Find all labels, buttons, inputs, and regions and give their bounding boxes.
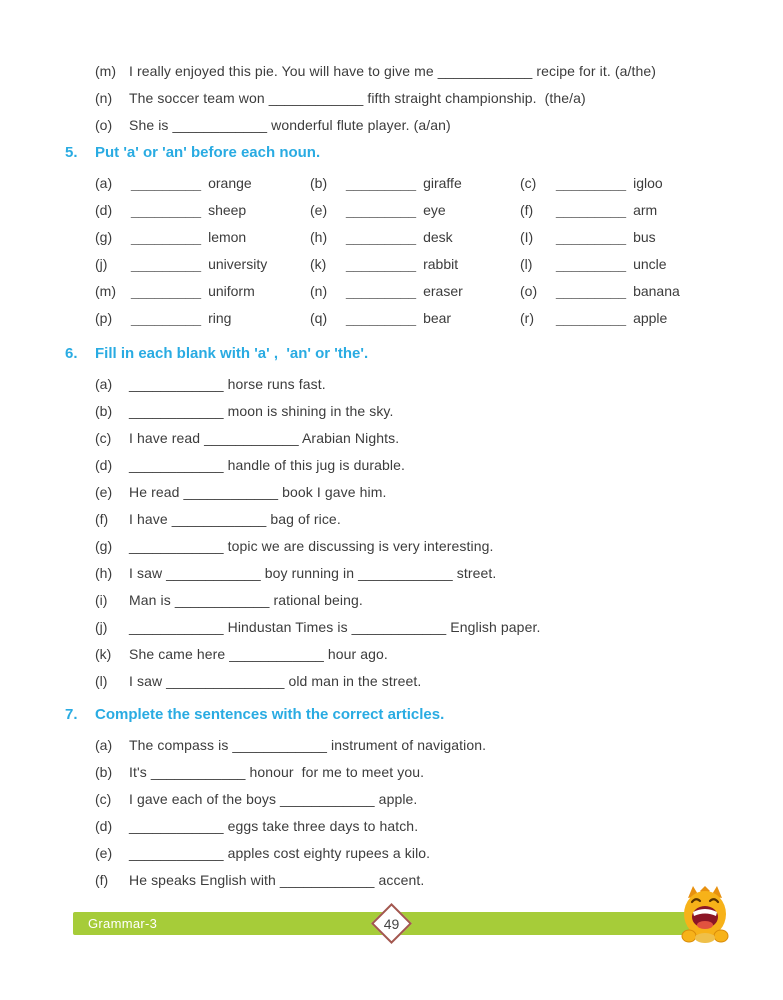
blank-line: _________ <box>556 256 627 272</box>
item-text: ____________ moon is shining in the sky. <box>129 403 394 419</box>
noun-word: desk <box>423 229 453 245</box>
exercise-number: 7. <box>65 706 78 723</box>
item-label: (e) <box>95 484 113 500</box>
noun-word: rabbit <box>423 256 459 272</box>
item-label: (e) <box>310 202 328 218</box>
item-label: (l) <box>95 673 108 689</box>
exercise-number: 5. <box>65 144 78 161</box>
sentence-item <box>95 375 745 394</box>
noun-word: bus <box>633 229 656 245</box>
exercise-number: 6. <box>65 345 78 362</box>
item-label: (c) <box>520 175 537 191</box>
sentence-item <box>95 871 745 890</box>
sentence-item <box>95 89 745 108</box>
sentence-item <box>95 456 745 475</box>
noun-item <box>310 282 520 301</box>
noun-item <box>520 255 745 274</box>
item-label: (g) <box>95 229 113 245</box>
item-text: ____________ handle of this jug is durable. <box>129 457 405 473</box>
noun-word: bear <box>423 310 452 326</box>
item-label: (d) <box>95 457 113 473</box>
item-label: (n) <box>95 90 113 106</box>
item-text: I saw _______________ old man in the street. <box>129 673 422 689</box>
blank-line: _________ <box>556 310 627 326</box>
blank-line: _________ <box>556 175 627 191</box>
noun-word: sheep <box>208 202 247 218</box>
blank-line: _________ <box>556 229 627 245</box>
item-label: (d) <box>95 202 113 218</box>
noun-item <box>520 282 745 301</box>
exercise6-heading <box>65 344 745 364</box>
blank-line: _________ <box>131 229 202 245</box>
exercise-title: Complete the sentences with the correct articles. <box>95 706 445 723</box>
item-label: (j) <box>95 256 108 272</box>
noun-item <box>520 174 745 193</box>
item-label: (h) <box>310 229 328 245</box>
sentence-item <box>95 510 745 529</box>
noun-item <box>95 282 310 301</box>
item-label: (f) <box>95 872 109 888</box>
sentence-item <box>95 736 745 755</box>
exercise7-heading <box>65 705 745 725</box>
item-text: She is ____________ wonderful flute player. (a/an) <box>129 117 451 133</box>
item-label: (k) <box>95 646 112 662</box>
item-text: ____________ topic we are discussing is very interesting. <box>129 538 494 554</box>
blank-line: _________ <box>556 283 627 299</box>
noun-item <box>95 201 310 220</box>
crying-monster-icon <box>679 884 731 944</box>
item-text: ____________ eggs take three days to hatch. <box>129 818 419 834</box>
noun-word: eye <box>423 202 446 218</box>
blank-line: _________ <box>346 229 417 245</box>
item-label: (c) <box>95 430 112 446</box>
noun-grid <box>95 174 745 336</box>
noun-item <box>520 228 745 247</box>
sentence-item <box>95 645 745 664</box>
sentence-item <box>95 402 745 421</box>
noun-word: giraffe <box>423 175 462 191</box>
exercise7-items <box>65 736 745 890</box>
sentence-item <box>95 591 745 610</box>
noun-word: lemon <box>208 229 247 245</box>
noun-item <box>520 201 745 220</box>
sentence-item <box>95 62 745 81</box>
item-text: I have read ____________ Arabian Nights. <box>129 430 400 446</box>
item-text: ____________ horse runs fast. <box>129 376 326 392</box>
item-label: (a) <box>95 175 113 191</box>
item-text: ____________ Hindustan Times is ____________ English paper. <box>129 619 541 635</box>
item-label: (o) <box>520 283 538 299</box>
item-text: I gave each of the boys ____________ apple. <box>129 791 418 807</box>
noun-word: eraser <box>423 283 463 299</box>
item-label: (k) <box>310 256 327 272</box>
item-label: (f) <box>95 511 109 527</box>
item-text: He speaks English with ____________ accent. <box>129 872 425 888</box>
noun-word: uniform <box>208 283 255 299</box>
blank-line: _________ <box>131 310 202 326</box>
sentence-item <box>95 483 745 502</box>
item-label: (n) <box>310 283 328 299</box>
noun-word: apple <box>633 310 668 326</box>
item-text: I really enjoyed this pie. You will have to give me ____________ recipe for it. (a/the) <box>129 63 657 79</box>
blank-line: _________ <box>346 202 417 218</box>
exercise5-heading <box>65 143 745 163</box>
item-label: (g) <box>95 538 113 554</box>
item-label: (p) <box>95 310 113 326</box>
noun-word: orange <box>208 175 252 191</box>
item-text: ____________ apples cost eighty rupees a kilo. <box>129 845 431 861</box>
item-label: (h) <box>95 565 113 581</box>
item-label: (b) <box>95 403 113 419</box>
item-label: (m) <box>95 283 116 299</box>
item-text: The soccer team won ____________ fifth straight championship. (the/a) <box>129 90 586 106</box>
noun-item <box>520 309 745 328</box>
item-label: (r) <box>520 310 534 326</box>
item-text: I have ____________ bag of rice. <box>129 511 341 527</box>
blank-line: _________ <box>556 202 627 218</box>
item-label: (d) <box>95 818 113 834</box>
sentence-item <box>95 763 745 782</box>
noun-word: arm <box>633 202 658 218</box>
sentence-item <box>95 618 745 637</box>
noun-item <box>310 309 520 328</box>
noun-item <box>310 174 520 193</box>
item-label: (b) <box>310 175 328 191</box>
exercise-title: Fill in each blank with 'a' , 'an' or 'the'. <box>95 345 369 362</box>
item-label: (j) <box>95 619 108 635</box>
noun-word: university <box>208 256 268 272</box>
item-label: (e) <box>95 845 113 861</box>
item-label: (c) <box>95 791 112 807</box>
item-label: (I) <box>520 229 534 245</box>
item-label: (q) <box>310 310 328 326</box>
sentence-item <box>95 790 745 809</box>
item-label: (i) <box>95 592 108 608</box>
noun-word: uncle <box>633 256 667 272</box>
sentence-item <box>95 116 745 135</box>
item-text: The compass is ____________ instrument of navigation. <box>129 737 487 753</box>
item-label: (f) <box>520 202 534 218</box>
blank-line: _________ <box>131 202 202 218</box>
noun-item <box>95 174 310 193</box>
sentence-item <box>95 564 745 583</box>
blank-line: _________ <box>346 310 417 326</box>
book-label: Grammar-3 <box>88 916 158 931</box>
blank-line: _________ <box>131 256 202 272</box>
sentence-item <box>95 817 745 836</box>
item-label: (l) <box>520 256 533 272</box>
blank-line: _________ <box>346 256 417 272</box>
exercise-title: Put 'a' or 'an' before each noun. <box>95 144 321 161</box>
noun-item <box>95 228 310 247</box>
noun-word: ring <box>208 310 232 326</box>
sentence-item <box>95 429 745 448</box>
item-label: (a) <box>95 376 113 392</box>
item-text: I saw ____________ boy running in ____________ street. <box>129 565 497 581</box>
blank-line: _________ <box>346 175 417 191</box>
item-text: He read ____________ book I gave him. <box>129 484 387 500</box>
sentence-item <box>95 537 745 556</box>
item-text: She came here ____________ hour ago. <box>129 646 388 662</box>
item-text: Man is ____________ rational being. <box>129 592 363 608</box>
item-label: (m) <box>95 63 116 79</box>
noun-item <box>310 228 520 247</box>
noun-item <box>95 255 310 274</box>
item-label: (o) <box>95 117 113 133</box>
blank-line: _________ <box>346 283 417 299</box>
exercise6-items <box>65 375 745 691</box>
page-number-diamond <box>372 904 412 944</box>
sentence-item <box>95 844 745 863</box>
noun-word: igloo <box>633 175 663 191</box>
page-number: 49 <box>383 916 400 932</box>
noun-word: banana <box>633 283 680 299</box>
blank-line: _________ <box>131 175 202 191</box>
noun-item <box>310 201 520 220</box>
intro-items <box>65 62 745 135</box>
noun-item <box>95 309 310 328</box>
sentence-item <box>95 672 745 691</box>
item-text: It's ____________ honour for me to meet you. <box>129 764 425 780</box>
item-label: (b) <box>95 764 113 780</box>
item-label: (a) <box>95 737 113 753</box>
blank-line: _________ <box>131 283 202 299</box>
noun-item <box>310 255 520 274</box>
